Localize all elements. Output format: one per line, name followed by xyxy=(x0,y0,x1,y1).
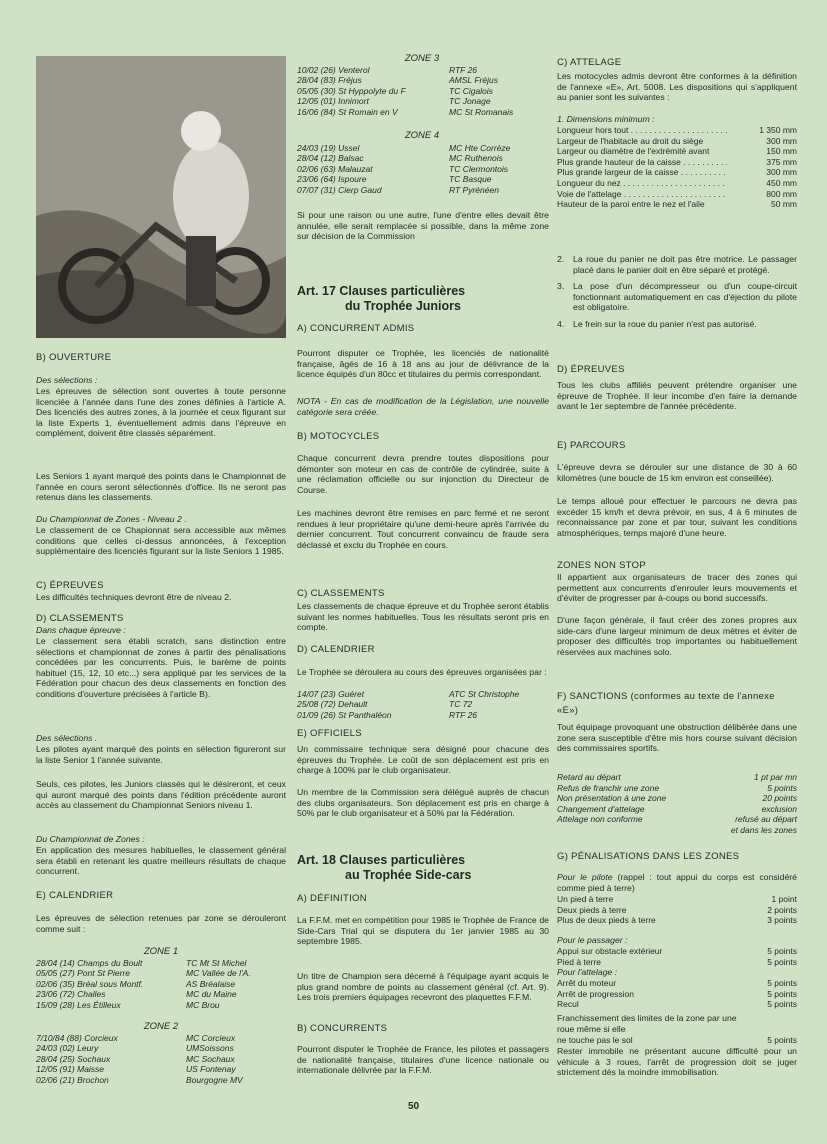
table-row: Recul 5 points xyxy=(557,999,797,1010)
table-row: Deux pieds à terre 2 points xyxy=(557,904,797,915)
table-row: Largeur de l'habitacle au droit du siège 300 mm xyxy=(557,135,797,146)
list-item: 24/03 (02) Leury UMSoissons xyxy=(36,1043,234,1054)
zones-non-stop-heading: ZONES NON STOP xyxy=(557,560,647,571)
list-item: 3. La pose d'un décompresseur ou d'un coupe-circuit fonctionnant automatiquement en cas d'éjection du pilote est obligatoire. xyxy=(557,281,797,313)
list-item: 28/04 (25) Sochaux MC Sochaux xyxy=(36,1053,235,1064)
table-row: Arrêt du moteur 5 points xyxy=(557,978,797,988)
classements-heading-2: C) CLASSEMENTS xyxy=(297,588,385,599)
classements-heading: D) CLASSEMENTS xyxy=(36,613,124,624)
dimensions-label: 1. Dimensions minimum : xyxy=(557,114,655,124)
classements-paragraph-2: Les classements de chaque épreuve et du Trophée seront établis suivant les normes habituelles. Tous les résultats seront pris en compte. xyxy=(297,601,549,633)
b-concurrents-heading: B) CONCURRENTS xyxy=(297,1023,388,1034)
zone2-list xyxy=(36,1033,286,1085)
parcours-paragraph-1: L'épreuve devra se dérouler sur une distance de 30 à 60 kilomètres (une boucle de 15 km environ est conseillée). xyxy=(557,462,797,483)
definition-heading: A) DÉFINITION xyxy=(297,893,367,904)
pilote-penalties xyxy=(557,894,797,926)
table-row: Attelage non conforme refusé au départ xyxy=(557,814,797,825)
list-item: 10/02 (26) Venterol RTF 26 xyxy=(297,65,478,75)
table-row: Plus de deux pieds à terre 3 points xyxy=(557,915,797,926)
table-row: Refus de franchir une zone 5 points xyxy=(557,782,797,793)
list-item: 02/06 (21) Brochon Bourgogne MV xyxy=(36,1074,243,1085)
zone2-title: ZONE 2 xyxy=(143,1021,179,1032)
concurrent-admis-paragraph: Pourront disputer ce Trophée, les licenciés de nationalité française, âgés de 16 à 18 ans au jour de délivrance de la licence équipés d'un 80cc et titulaires du permis correspondant. xyxy=(297,348,549,380)
passager-label: Pour le passager : xyxy=(557,935,628,945)
des-selections-paragraph: Les épreuves de sélection sont ouvertes à toute personne licenciée à l'année dans l'une des zones définies à l'article A. Des licenciés des autres zones, à la journée et ceux figurant sur la liste Experts 1, éventuellement admis dans l'épreuve en complément, doivent être classés séparément. xyxy=(36,386,286,439)
niveau2-paragraph: Le classement de ce Chapionnat sera accessible aux mêmes conditions que celles ci-dessus annoncées, à l'exception supplémentaire des licenciés figurant sur la liste Seniors 1 1985. xyxy=(36,525,286,557)
attelage-penalties xyxy=(557,978,797,1010)
list-item: 7/10/84 (88) Corcieux MC Corcieux xyxy=(36,1033,236,1043)
zone3-list xyxy=(297,65,549,117)
chaque-epreuve-paragraph: Le classement sera établi scratch, sans distinction entre sélections et championnat de zones à partir des pénalisations concédées par les concurrents. Puis, le barème de points habituel (15, 12, 10 etc...) sera appliqué par les services de la Fédération pour chacun des deux classements en fonction des conditions d'ouverture précisées à l'article B). xyxy=(36,636,286,699)
list-item: 24/03 (19) Ussel MC Hte Corrèze xyxy=(297,143,511,153)
page-number: 50 xyxy=(408,1101,420,1112)
pilote-paragraph: Pour le pilote (rappel : tout appui du corps est considéré comme pied à terre) xyxy=(557,872,797,893)
list-item: 05/05 (30) St Hyppolyte du F TC Cigalois xyxy=(297,85,493,96)
sanctions-table xyxy=(557,772,797,836)
juniors-calendar-list xyxy=(297,689,549,720)
b-concurrents-paragraph: Pourront disputer le Trophée de France, les pilotes et passagers de nationalité française, titulaires d'une licence nationale ou internationale délivrée par la F.F.M. xyxy=(297,1044,549,1076)
list-item: 02/06 (35) Bréal sous Montf. AS Bréalaise xyxy=(36,978,236,989)
des-selections2-paragraph: Les pilotes ayant marqué des points en sélection figureront sur la liste Senior 1 l'année suivante. xyxy=(36,744,286,765)
art18-heading: Art. 18 Clauses particulières au Trophée Side-cars xyxy=(297,853,472,882)
list-item: 28/04 (14) Champs du Boult TC Mt St Michel xyxy=(36,958,247,968)
list-item: 16/06 (84) St Romain en V MC St Romanais xyxy=(297,106,514,117)
penalisations-heading: G) PÉNALISATIONS DANS LES ZONES xyxy=(557,851,740,862)
numbered-rules xyxy=(557,254,797,330)
dimensions-table xyxy=(557,125,797,210)
list-item: 12/05 (01) Innimort TC Jonage xyxy=(297,96,491,107)
table-row: Arrêt de progression 5 points xyxy=(557,988,797,999)
des-selections-label: Des sélections : xyxy=(36,375,98,385)
seuls-paragraph: Seuls, ces pilotes, les Juniors classés qui le désireront, et ceux qui auront marqué des points dans l'édition précédente auront accès au classement du Championnat Seniors niveau 1. xyxy=(36,779,286,811)
d-epreuves-paragraph: Tous les clubs affiliés peuvent prétendre organiser une épreuve de Trophée. Il leur incombe d'en faire la demande avant le 1er septembre de l'année précédente. xyxy=(557,380,797,412)
list-item: 2. La roue du panier ne doit pas être motrice. Le passager placé dans le panier doit en être séparé et protégé. xyxy=(557,254,797,275)
parcours-paragraph-2: Le temps alloué pour effectuer le parcours ne devra pas excéder 15 km/h et devra prévoir, en sus, 4 à 6 minutes de reconnaissance par zone et par tour, suivant les conditions atmosphériques, temps majoré d'une heure. xyxy=(557,496,797,538)
sanctions-paragraph: Tout équipage provoquant une obstruction délibérée dans une zone sera susceptible d'être mis hors course suivant décision des commissaires sportifs. xyxy=(557,722,797,754)
table-row: Longueur du nez . . . 450 mm xyxy=(557,178,797,189)
officiels-paragraph-2: Un membre de la Commission sera délégué auprès de chacun des clubs organisateurs. Son déplacement est pris en charge à 50% par le club organisateur et à 50% par la Fédération. xyxy=(297,787,549,819)
motocycles-heading: B) MOTOCYCLES xyxy=(297,431,380,442)
zone4-title: ZONE 4 xyxy=(404,130,440,141)
table-row: Pied à terre 5 points xyxy=(557,956,797,967)
attelage-heading: C) ATTELAGE xyxy=(557,57,622,68)
zone3-title: ZONE 3 xyxy=(404,53,440,64)
passager-penalties xyxy=(557,946,797,967)
table-row: Plus grande largeur de la caisse . . . 300 mm xyxy=(557,167,797,178)
list-item: 28/04 (12) Balsac MC Ruthenois xyxy=(297,153,503,164)
officiels-heading: E) OFFICIELS xyxy=(297,728,362,739)
table-row: Appui sur obstacle extérieur 5 points xyxy=(557,946,797,956)
table-row: Changement d'attelage exclusion xyxy=(557,803,797,814)
list-item: 25/08 (72) Dehault TC 72 xyxy=(297,699,473,710)
zone1-list xyxy=(36,958,286,1010)
list-item: 15/09 (28) Les Étilleux MC Brou xyxy=(36,999,220,1010)
chaque-epreuve-label: Dans chaque épreuve : xyxy=(36,625,126,635)
list-item: 05/05 (27) Pont St Pierre MC Vallée de l'A. xyxy=(36,968,251,979)
table-row: Non présentation à une zone 20 points xyxy=(557,793,797,804)
table-row: Plus grande hauteur de la caisse . . . 375 mm xyxy=(557,157,797,168)
des-selections2-label: Des sélections . xyxy=(36,733,98,743)
epreuves-paragraph: Les difficultés techniques devront être de niveau 2. xyxy=(36,592,232,602)
zone4-list xyxy=(297,143,549,195)
rider-illustration-icon xyxy=(36,56,286,338)
table-row: Voie de l'attelage . . . 800 mm xyxy=(557,189,797,200)
zones-non-stop-paragraph-2: D'une façon générale, il faut créer des zones propres aux side-cars d'une largeur minimum de deux mètres et éviter de proposer des difficultés trop importantes ou habituellement réservées aux machines solo. xyxy=(557,615,797,657)
sanctions-heading: F) SANCTIONS (conformes au texte de l'annexe «E») xyxy=(557,691,775,716)
list-item: 07/07 (31) Cierp Gaud RT Pyrénéen xyxy=(297,184,499,195)
seniors-paragraph: Les Seniors 1 ayant marqué des points dans le Championnat de l'année en cours seront sélectionnés d'office. Ils ne seront pas retenus dans les classements. xyxy=(36,471,286,503)
calendrier-paragraph-2: Le Trophée se déroulera au cours des épreuves organisées par : xyxy=(297,667,547,677)
definition-paragraph-1: La F.F.M. met en compétition pour 1985 le Trophée de France de Side-Cars Trial qui se disputera du 1er janvier 1985 au 30 septembre 1985. xyxy=(297,915,549,947)
table-row: Largeur ou diamètre de l'extrémité avant 150 mm xyxy=(557,146,797,157)
calendrier-paragraph: Les épreuves de sélection retenues par zone se dérouleront comme suit : xyxy=(36,913,286,934)
table-row: Longueur hors tout . . . 1 350 mm xyxy=(557,125,797,136)
attelage-label: Pour l'attelage : xyxy=(557,967,618,977)
champ-zones-label: Du Championnat de Zones : xyxy=(36,834,145,844)
table-row: Retard au départ 1 pt par mn xyxy=(557,772,797,782)
motocycles-paragraph-2: Les machines devront être remises en parc fermé et ne seront rendues à leur propriétaire qu'une demi-heure après l'arrivée du dernier concurrent. Tout concurrent convaincu de fraude sera déclassé et exclu du Trophée en cours. xyxy=(297,508,549,550)
annulee-paragraph: Si pour une raison ou une autre, l'une d'entre elles devait être annulée, elle serait remplacée si possible, dans la même zone sur décision de la Commission xyxy=(297,210,549,242)
epreuves-heading: C) ÉPREUVES xyxy=(36,580,104,591)
list-item: 28/04 (83) Fréjus AMSL Fréjus xyxy=(297,75,498,86)
d-epreuves-heading: D) ÉPREUVES xyxy=(557,364,625,375)
nota-paragraph: NOTA - En cas de modification de la Législation, une nouvelle catégorie sera créée. xyxy=(297,396,549,417)
franchissement-row: ne touche pas le sol 5 points xyxy=(557,1035,797,1045)
list-item: 4. Le frein sur la roue du panier n'est pas autorisé. xyxy=(557,318,757,329)
parcours-heading: E) PARCOURS xyxy=(557,440,626,451)
table-row: et dans les zones xyxy=(730,824,797,835)
list-item: 01/09 (26) St Panthaléon RTF 26 xyxy=(297,709,478,720)
art17-heading: Art. 17 Clauses particulières du Trophée Juniors xyxy=(297,284,466,313)
list-item: 12/05 (91) Maisse US Fontenay xyxy=(36,1064,236,1075)
champ-zones-paragraph: En application des mesures habituelles, le classement général sera établi en retenant les quatre meilleurs résultats de chaque concurrent. xyxy=(36,845,286,877)
rester-paragraph: Rester immobile ne présentant aucune difficulté pour un véhicule à 3 roues, l'arrêt de progression doit se juger strictement dès la moindre immobilisation. xyxy=(557,1046,797,1078)
list-item: 02/06 (63) Malauzat TC Clermontois xyxy=(297,163,509,174)
franchissement-paragraph: Franchissement des limites de la zone par une roue même si elle xyxy=(557,1013,737,1034)
niveau2-label: Du Championnat de Zones - Niveau 2 . xyxy=(36,514,187,524)
ouverture-heading: B) OUVERTURE xyxy=(36,352,112,363)
motocycles-paragraph-1: Chaque concurrent devra prendre toutes dispositions pour démonter son moteur en cas de contrôle de cylindrée, suite à une réclamation officielle ou sur injonction du Directeur de Course. xyxy=(297,453,549,495)
concurrent-admis-heading: A) CONCURRENT ADMIS xyxy=(297,323,415,334)
zones-non-stop-paragraph-1: Il appartient aux organisateurs de tracer des zones qui permettent aux concurrents d'enrouler leurs mouvements et d'éviter de progresser par à-coups ou bond successifs. xyxy=(557,572,797,604)
officiels-paragraph-1: Un commissaire technique sera désigné pour chacune des épreuves du Trophée. Le coût de son déplacement est pris en charge à 100% par le club organisateur. xyxy=(297,744,549,776)
zone1-title: ZONE 1 xyxy=(143,946,179,957)
list-item: 23/06 (72) Challes MC du Maine xyxy=(36,989,237,1000)
calendrier-heading: E) CALENDRIER xyxy=(36,890,114,901)
definition-paragraph-2: Un titre de Champion sera décerné à l'équipage ayant acquis le plus grand nombre de points au classement général (cf. Art. 9). Les trois premiers équipages recevront des plaquettes F.F.M. xyxy=(297,971,549,1003)
list-item: 14/07 (23) Guéret ATC St Christophe xyxy=(297,689,520,699)
trial-rider-photo xyxy=(36,56,286,338)
table-row: Hauteur de la paroi entre le nez et l'aile 50 mm xyxy=(557,199,797,210)
table-row: Un pied à terre 1 point xyxy=(557,894,797,904)
calendrier-heading-2: D) CALENDRIER xyxy=(297,644,375,655)
list-item: 23/06 (64) Ispoure TC Basque xyxy=(297,174,492,185)
attelage-paragraph: Les motocycles admis devront être conformes à la définition de l'annexe «E», Art. 5008. Les dispositions qui s'appliquent au panier sont les suivantes : xyxy=(557,71,797,103)
